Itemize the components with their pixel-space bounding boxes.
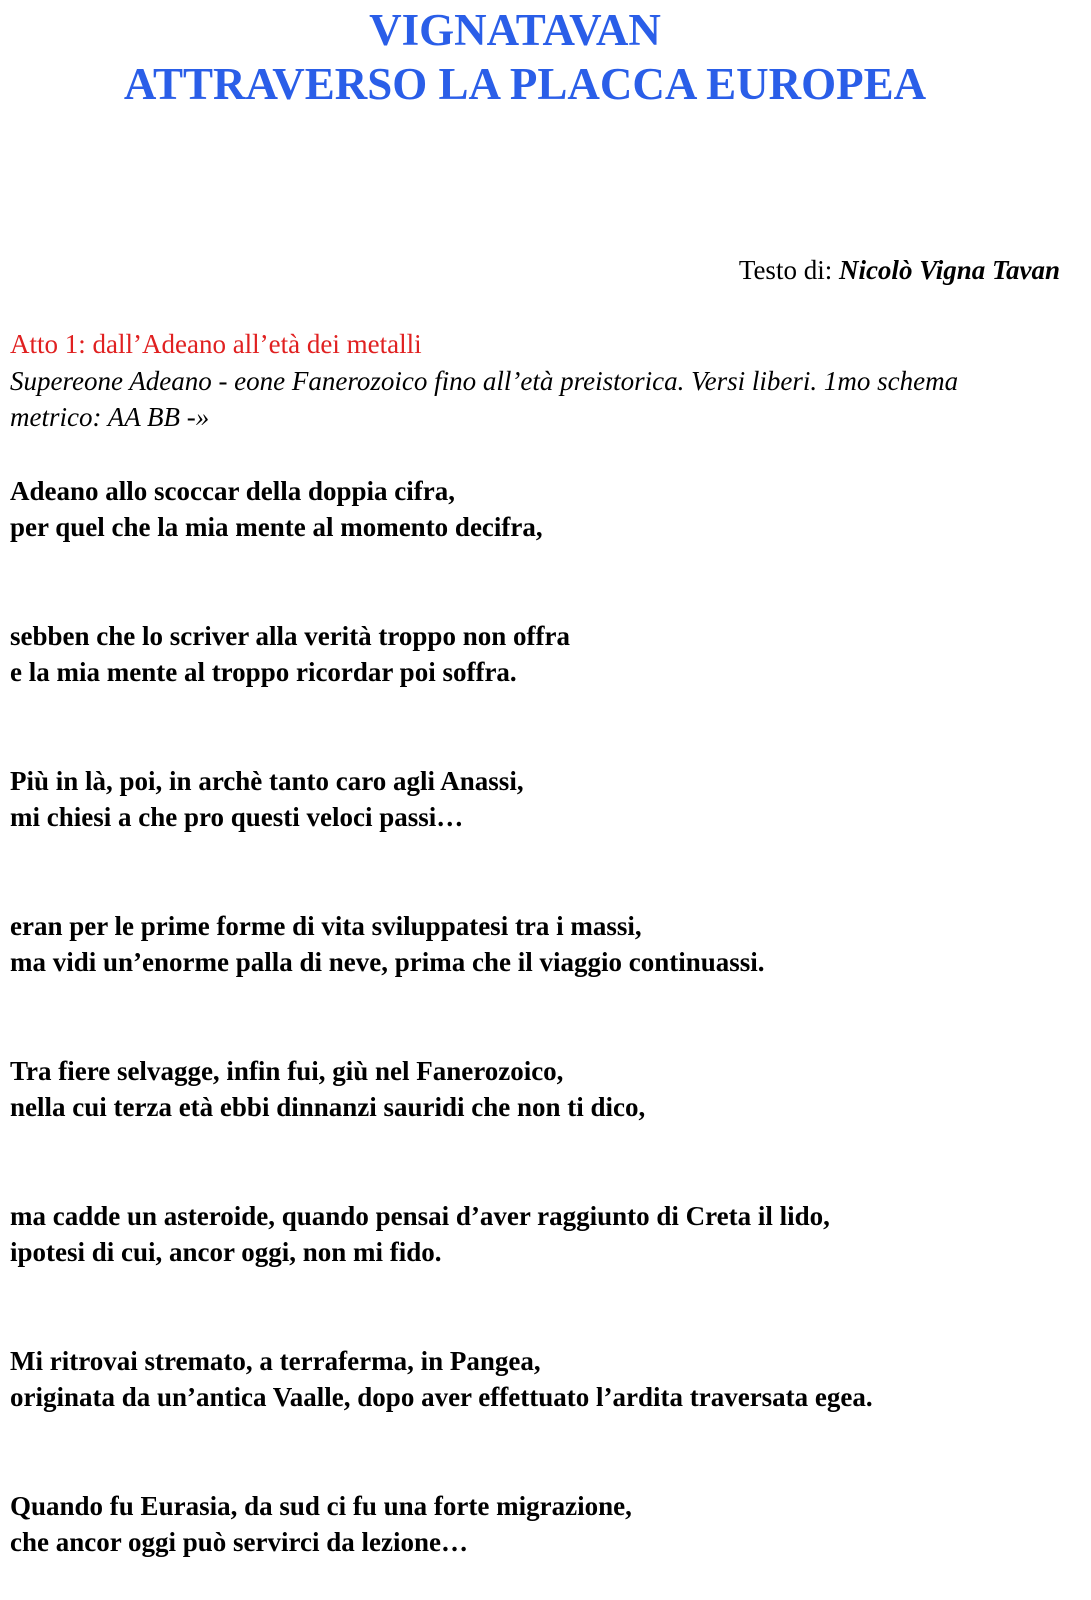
author-credit: [739, 252, 1060, 288]
verse-line: Adeano allo scoccar della doppia cifra,: [10, 476, 455, 506]
act-heading: Atto 1: dall’Adeano all’età dei metalli: [10, 329, 422, 359]
act-description: Supereone Adeano - eone Fanerozoico fino all’età preistorica. Versi liberi. 1mo schema metrico: AA BB -»: [10, 366, 959, 432]
stanza: [10, 1343, 873, 1415]
author-prefix: Testo di:: [738, 255, 839, 285]
stanza: [10, 618, 570, 690]
verse-line: Tra fiere selvagge, infin fui, giù nel Fanerozoico,: [10, 1056, 564, 1086]
verse-line: Più in là, poi, in archè tanto caro agli Anassi,: [10, 766, 524, 796]
verse-line: che ancor oggi può servirci da lezione…: [10, 1527, 468, 1557]
verse-line: ipotesi di cui, ancor oggi, non mi fido.: [10, 1237, 442, 1267]
stanza: [10, 1198, 830, 1270]
verse-line: sebben che lo scriver alla verità troppo non offra: [10, 621, 570, 651]
verse-line: nella cui terza età ebbi dinnanzi sauridi che non ti dico,: [10, 1092, 646, 1122]
document-title: VIGNATAVAN: [369, 5, 661, 55]
stanza: [10, 1488, 632, 1560]
verse-line: e la mia mente al troppo ricordar poi soffra.: [10, 657, 517, 687]
author-name: Nicolò Vigna Tavan: [838, 255, 1060, 285]
verse-line: Quando fu Eurasia, da sud ci fu una forte migrazione,: [10, 1491, 632, 1521]
verse-line: mi chiesi a che pro questi veloci passi…: [10, 802, 464, 832]
verse-line: originata da un’antica Vaalle, dopo aver effettuato l’ardita traversata egea.: [10, 1382, 873, 1412]
verse-line: eran per le prime forme di vita sviluppatesi tra i massi,: [10, 911, 642, 941]
stanza: [10, 1053, 645, 1125]
document-subtitle: ATTRAVERSO LA PLACCA EUROPEA: [123, 59, 927, 109]
stanza: [10, 763, 524, 835]
verse-line: ma cadde un asteroide, quando pensai d’aver raggiunto di Creta il lido,: [10, 1201, 830, 1231]
verse-line: ma vidi un’enorme palla di neve, prima che il viaggio continuassi.: [10, 947, 765, 977]
verse-line: Mi ritrovai stremato, a terraferma, in Pangea,: [10, 1346, 541, 1376]
stanza: [10, 908, 765, 980]
verse-line: per quel che la mia mente al momento decifra,: [10, 512, 543, 542]
stanza: [10, 473, 543, 545]
